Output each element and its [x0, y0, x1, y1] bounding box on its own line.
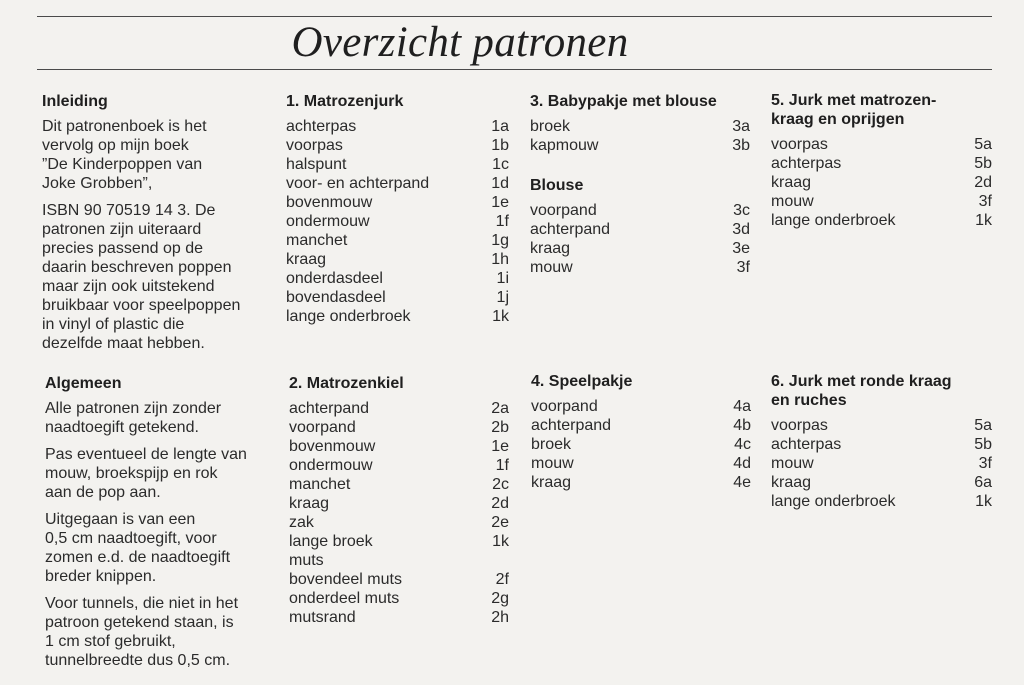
pattern-list-item [289, 551, 511, 570]
intro-section [42, 92, 272, 361]
pattern-list-item [289, 532, 511, 551]
pattern-part-code: 2d [974, 174, 992, 191]
pattern-list [530, 201, 752, 277]
pattern-part-name: voorpas [286, 137, 343, 154]
pattern-part-name: achterpand [530, 221, 611, 238]
section-heading-line: 6. Jurk met ronde kraag [771, 373, 952, 390]
pattern-list-item [530, 220, 752, 239]
pattern-list-item [771, 154, 994, 173]
page-title: Overzicht patronen [291, 19, 629, 66]
pattern-list-item [289, 475, 511, 494]
pattern-part-code: 1e [491, 194, 509, 211]
pattern-part-code: 5b [974, 436, 992, 453]
section-heading [289, 374, 511, 393]
pattern-part-code: 4c [734, 436, 751, 453]
pattern-part-name: mouw [531, 455, 574, 472]
pattern-part-name: manchet [289, 476, 351, 493]
pattern-part-code: 2g [491, 590, 509, 607]
pattern-list-item [771, 135, 994, 154]
section-heading [286, 92, 511, 111]
pattern-part-code: 3c [733, 202, 750, 219]
intro-line: ”De Kinderpoppen van [42, 156, 203, 173]
pattern-part-code: 6a [974, 474, 992, 491]
section-heading-line: Blouse [530, 177, 584, 194]
pattern-part-code: 1k [492, 533, 509, 550]
pattern-list-item [530, 239, 752, 258]
pattern-part-name: lange onderbroek [771, 212, 896, 229]
general-line: mouw, broekspijp en rok [45, 465, 218, 482]
general-line: naadtoegift getekend. [45, 419, 199, 436]
pattern-part-name: ondermouw [286, 213, 370, 230]
pattern-part-name: achterpas [771, 436, 842, 453]
intro-line: precies passend op de [42, 240, 203, 257]
intro-heading: Inleiding [42, 93, 108, 110]
section-heading-line: 5. Jurk met matrozen- [771, 92, 937, 109]
pattern-list-item [771, 173, 994, 192]
pattern-list [771, 135, 994, 230]
pattern-part-name: ondermouw [289, 457, 373, 474]
intro-paragraph-2 [42, 201, 272, 353]
pattern-part-code: 1e [491, 438, 509, 455]
pattern-list-item [531, 397, 753, 416]
general-heading: Algemeen [45, 375, 122, 392]
pattern-part-code: 2f [495, 571, 509, 588]
pattern-part-code: 1h [491, 251, 509, 268]
general-line: Alle patronen zijn zonder [45, 400, 222, 417]
general-line: patroon getekend staan, is [45, 614, 234, 631]
pattern-part-code: 2e [491, 514, 509, 531]
pattern-part-code: 3b [732, 137, 750, 154]
pattern-part-code: 4e [733, 474, 751, 491]
general-line: 1 cm stof gebruikt, [45, 633, 176, 650]
pattern-part-name: kraag [771, 174, 812, 191]
section-heading-line: 2. Matrozenkiel [289, 375, 404, 392]
pattern-part-name: bovendeel muts [289, 571, 402, 588]
pattern-list-item [530, 201, 752, 220]
intro-line: bruikbaar voor speelpoppen [42, 297, 241, 314]
pattern-part-name: kraag [771, 474, 812, 491]
pattern-section-jurk-matrozenkraag [771, 91, 994, 230]
pattern-part-code: 5b [974, 155, 992, 172]
general-line: Voor tunnels, die niet in het [45, 595, 239, 612]
pattern-part-code: 1i [496, 270, 509, 287]
pattern-list-item [531, 454, 753, 473]
title-underline [37, 69, 992, 70]
pattern-part-name: achterpas [771, 155, 842, 172]
pattern-list-item [289, 570, 511, 589]
pattern-part-code: 3a [732, 118, 750, 135]
pattern-list [286, 117, 511, 326]
pattern-list-item [530, 136, 752, 155]
section-heading [531, 372, 753, 391]
pattern-list-item [531, 416, 753, 435]
pattern-part-name: achterpas [286, 118, 357, 135]
pattern-part-name: halspunt [286, 156, 347, 173]
general-paragraph-1 [45, 399, 273, 437]
pattern-list-item [286, 231, 511, 250]
general-line: Pas eventueel de lengte van [45, 446, 247, 463]
pattern-list-item [286, 212, 511, 231]
pattern-part-name: kraag [530, 240, 571, 257]
pattern-part-code: 1j [496, 289, 509, 306]
pattern-list-item [771, 435, 994, 454]
pattern-part-code: 1a [491, 118, 509, 135]
pattern-section-matrozenkiel [289, 374, 511, 627]
pattern-part-name: voorpand [530, 202, 597, 219]
pattern-part-name: onderdasdeel [286, 270, 383, 287]
pattern-part-name: broek [531, 436, 572, 453]
pattern-part-code: 2b [491, 419, 509, 436]
pattern-list-item [286, 307, 511, 326]
pattern-list-item [286, 117, 511, 136]
pattern-list-item [286, 250, 511, 269]
general-line: 0,5 cm naadtoegift, voor [45, 530, 217, 547]
pattern-list-item [771, 473, 994, 492]
intro-line: daarin beschreven poppen [42, 259, 232, 276]
pattern-part-name: onderdeel muts [289, 590, 400, 607]
pattern-part-name: lange onderbroek [286, 308, 411, 325]
pattern-part-code: 1k [975, 493, 992, 510]
general-paragraph-2 [45, 445, 273, 502]
intro-line: ISBN 90 70519 14 3. De [42, 202, 216, 219]
pattern-part-name: manchet [286, 232, 348, 249]
pattern-part-name: mouw [771, 455, 814, 472]
general-section [45, 374, 273, 678]
pattern-part-code: 1c [492, 156, 509, 173]
pattern-part-code [509, 551, 511, 570]
pattern-part-code: 2a [491, 400, 509, 417]
pattern-list [771, 416, 994, 511]
intro-line: maar zijn ook uitstekend [42, 278, 215, 295]
pattern-part-code: 2d [491, 495, 509, 512]
pattern-part-code: 2c [492, 476, 509, 493]
pattern-part-name: zak [289, 514, 314, 531]
pattern-part-name: bovenmouw [289, 438, 376, 455]
pattern-part-code: 1g [491, 232, 509, 249]
pattern-part-code: 1k [975, 212, 992, 229]
general-line: zomen e.d. de naadtoegift [45, 549, 231, 566]
pattern-part-name: kraag [286, 251, 327, 268]
general-line: breder knippen. [45, 568, 157, 585]
pattern-part-code: 3f [978, 193, 992, 210]
pattern-list-item [286, 288, 511, 307]
section-heading-line: 4. Speelpakje [531, 373, 633, 390]
pattern-part-name: bovendasdeel [286, 289, 386, 306]
pattern-list-item [531, 435, 753, 454]
pattern-part-code: 1f [495, 213, 509, 230]
pattern-part-code: 5a [974, 417, 992, 434]
pattern-part-name: muts [289, 552, 324, 569]
general-paragraph-3 [45, 510, 273, 586]
section-heading-line: 3. Babypakje met blouse [530, 93, 717, 110]
pattern-section-babypakje [530, 92, 752, 155]
top-rule [37, 16, 992, 17]
section-heading-line: 1. Matrozenjurk [286, 93, 404, 110]
pattern-list-item [530, 117, 752, 136]
pattern-list-item [286, 174, 511, 193]
pattern-part-code: 1b [491, 137, 509, 154]
intro-line: vervolg op mijn boek [42, 137, 189, 154]
pattern-list-item [771, 454, 994, 473]
general-line: tunnelbreedte dus 0,5 cm. [45, 652, 231, 669]
pattern-list [531, 397, 753, 492]
section-heading [771, 372, 994, 410]
pattern-part-name: lange onderbroek [771, 493, 896, 510]
pattern-part-code: 1d [491, 175, 509, 192]
pattern-list-item [530, 258, 752, 277]
pattern-list-item [289, 437, 511, 456]
pattern-part-code: 3d [732, 221, 750, 238]
section-heading [771, 91, 994, 129]
pattern-list [530, 117, 752, 155]
pattern-list-item [531, 473, 753, 492]
pattern-part-name: achterpand [531, 417, 612, 434]
pattern-part-code: 3f [736, 259, 750, 276]
pattern-section-blouse [530, 176, 752, 277]
pattern-part-code: 1k [492, 308, 509, 325]
pattern-section-speelpakje [531, 372, 753, 492]
pattern-part-name: mouw [530, 259, 573, 276]
intro-line: Joke Grobben”, [42, 175, 153, 192]
pattern-part-name: voorpas [771, 136, 828, 153]
pattern-list-item [286, 269, 511, 288]
pattern-part-code: 4a [733, 398, 751, 415]
intro-line: dezelfde maat hebben. [42, 335, 205, 352]
pattern-part-name: kapmouw [530, 137, 599, 154]
pattern-part-name: broek [530, 118, 571, 135]
pattern-list-item [289, 608, 511, 627]
pattern-part-name: voorpand [531, 398, 598, 415]
section-heading-line: kraag en oprijgen [771, 111, 905, 128]
pattern-list-item [771, 211, 994, 230]
pattern-list-item [286, 136, 511, 155]
general-line: aan de pop aan. [45, 484, 161, 501]
pattern-list-item [289, 513, 511, 532]
section-heading [530, 92, 752, 111]
pattern-section-matrozenjurk [286, 92, 511, 326]
pattern-part-code: 4b [733, 417, 751, 434]
pattern-part-code: 2h [491, 609, 509, 626]
pattern-list-item [289, 589, 511, 608]
pattern-part-code: 3f [978, 455, 992, 472]
intro-line: Dit patronenboek is het [42, 118, 207, 135]
pattern-list-item [771, 416, 994, 435]
pattern-part-name: mutsrand [289, 609, 356, 626]
pattern-part-name: lange broek [289, 533, 373, 550]
pattern-part-name: voorpas [771, 417, 828, 434]
pattern-list [289, 399, 511, 627]
pattern-list-item [771, 192, 994, 211]
pattern-part-name: mouw [771, 193, 814, 210]
pattern-list-item [771, 492, 994, 511]
section-heading-line: en ruches [771, 392, 847, 409]
intro-line: patronen zijn uiteraard [42, 221, 202, 238]
section-heading [530, 176, 752, 195]
pattern-part-code: 3e [732, 240, 750, 257]
pattern-list-item [289, 399, 511, 418]
pattern-section-jurk-ronde-kraag [771, 372, 994, 511]
pattern-part-name: achterpand [289, 400, 370, 417]
pattern-part-code: 5a [974, 136, 992, 153]
pattern-list-item [289, 418, 511, 437]
pattern-part-name: kraag [531, 474, 572, 491]
pattern-list-item [289, 494, 511, 513]
intro-paragraph-1 [42, 117, 272, 193]
pattern-list-item [289, 456, 511, 475]
pattern-part-code: 1f [495, 457, 509, 474]
general-paragraph-4 [45, 594, 273, 670]
pattern-part-code: 4d [733, 455, 751, 472]
pattern-list-item [286, 193, 511, 212]
pattern-part-name: voorpand [289, 419, 356, 436]
pattern-list-item [286, 155, 511, 174]
pattern-part-name: bovenmouw [286, 194, 373, 211]
general-line: Uitgegaan is van een [45, 511, 196, 528]
pattern-part-name: kraag [289, 495, 330, 512]
pattern-part-name: voor- en achterpand [286, 175, 430, 192]
intro-line: in vinyl of plastic die [42, 316, 185, 333]
